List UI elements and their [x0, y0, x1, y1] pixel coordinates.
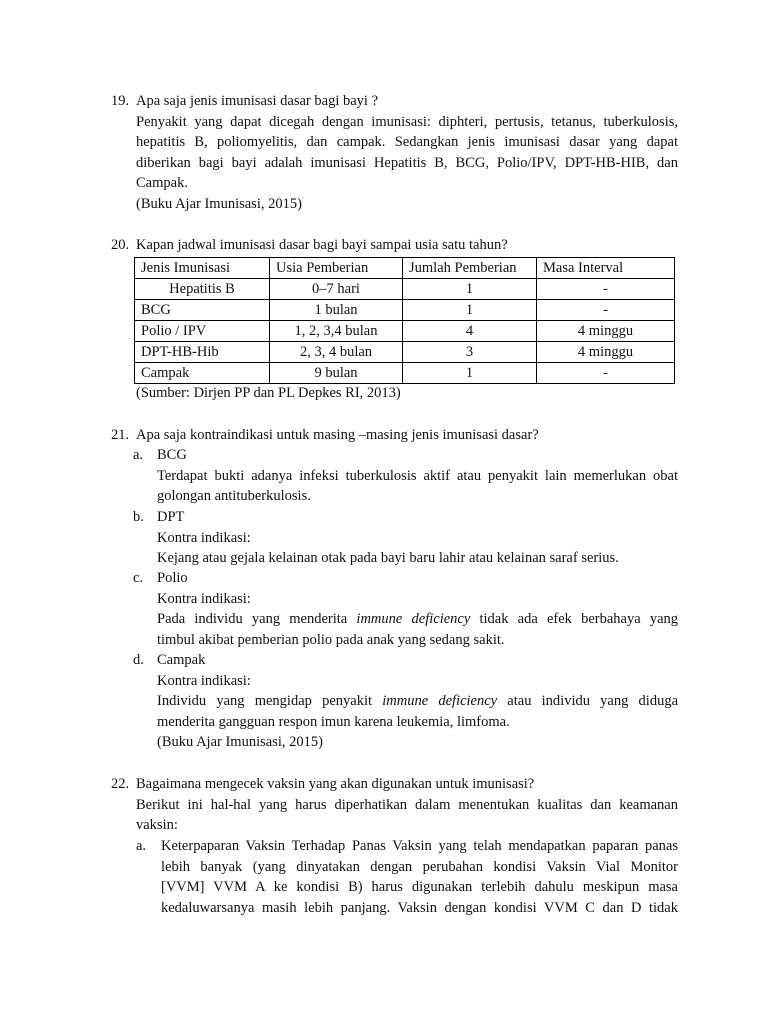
q22-item-line: kedaluwarsanya masih lebih panjang. Vaksin dengan kondisi VVM C dan D tidak [161, 899, 678, 916]
table-cell: Hepatitis B [135, 279, 270, 300]
table-row [135, 279, 675, 300]
q21-emphasis: immune deficiency [356, 611, 471, 627]
table-cell: 1 bulan [270, 300, 403, 321]
table-header: Usia Pemberian [270, 258, 403, 279]
table-cell: 4 minggu [537, 342, 675, 363]
q21-item-line: timbul akibat pemberian polio pada anak yang sedang sakit. [157, 631, 505, 648]
table-header: Masa Interval [537, 258, 675, 279]
q19-block [136, 91, 678, 214]
q21-text: Pada individu yang menderita [157, 611, 348, 627]
q21-item-label: Kontra indikasi: [157, 590, 251, 607]
table-cell: 9 bulan [270, 363, 403, 384]
q21-item-letter: a. [133, 447, 144, 463]
table-cell: BCG [135, 300, 270, 321]
q21-item-bcg [157, 445, 678, 507]
q21-item-line: Terdapat bukti adanya infeksi tuberkulosis aktif atau penyakit lain memerlukan obat [157, 467, 678, 484]
q19-source: (Buku Ajar Imunisasi, 2015) [136, 195, 302, 212]
table-cell: DPT-HB-Hib [135, 342, 270, 363]
table-cell: 4 minggu [537, 321, 675, 342]
q21-item-title: Campak [157, 652, 206, 668]
q21-source: (Buku Ajar Imunisasi, 2015) [157, 734, 323, 750]
q22-number: 22. [111, 776, 130, 792]
q21-item-title: BCG [157, 447, 187, 463]
table-cell: 3 [403, 342, 537, 363]
q21-item-title: Polio [157, 570, 188, 586]
q21-text: atau individu yang diduga [507, 693, 679, 709]
table-cell: 4 [403, 321, 537, 342]
table-row [135, 342, 675, 363]
q22-item-line: lebih banyak (yang dinyatakan dengan perubahan kondisi Vaksin Vial Monitor [161, 858, 678, 875]
q22-item-a [161, 836, 678, 918]
q21-item-line: Kejang atau gejala kelainan otak pada bayi baru lahir atau kelainan saraf serius. [157, 550, 619, 566]
q22-question: Bagaimana mengecek vaksin yang akan digunakan untuk imunisasi? [136, 776, 535, 792]
q19-answer-line: Penyakit yang dapat dicegah dengan imunisasi: diphteri, pertusis, tetanus, tuberkulosis, [136, 113, 678, 130]
table-row [135, 300, 675, 321]
q21-item-line [157, 691, 678, 712]
immunization-schedule-table [134, 257, 675, 384]
q22-item-letter: a. [136, 838, 147, 854]
q21-item-line [157, 609, 678, 630]
table-header-row [135, 258, 675, 279]
q21-item-line: menderita gangguan respon imun karena leukemia, limfoma. [157, 713, 510, 730]
q21-item-polio [157, 568, 678, 650]
table-cell: Polio / IPV [135, 321, 270, 342]
q21-emphasis: immune deficiency [382, 693, 498, 709]
q19-answer-line: diberikan bagi bayi adalah imunisasi Hepatitis B, BCG, Polio/IPV, DPT-HB-HIB, dan [136, 154, 678, 171]
table-header: Jenis Imunisasi [135, 258, 270, 279]
q19-question: Apa saja jenis imunisasi dasar bagi bayi ? [136, 93, 379, 109]
q21-item-label: Kontra indikasi: [157, 672, 251, 689]
table-header: Jumlah Pemberian [403, 258, 537, 279]
q21-item-label: Kontra indikasi: [157, 529, 251, 546]
q19-number: 19. [111, 93, 130, 109]
q21-text: tidak ada efek berbahaya yang [479, 611, 679, 627]
q21-text: Individu yang mengidap penyakit [157, 693, 373, 709]
table-row [135, 363, 675, 384]
q20-source: (Sumber: Dirjen PP dan PL Depkes RI, 2013) [136, 385, 401, 401]
table-cell: 2, 3, 4 bulan [270, 342, 403, 363]
table-cell: 1, 2, 3,4 bulan [270, 321, 403, 342]
q21-item-letter: d. [133, 652, 144, 668]
q21-question: Apa saja kontraindikasi untuk masing –masing jenis imunisasi dasar? [136, 427, 539, 443]
q21-item-dpt [157, 507, 678, 569]
q21-item-letter: b. [133, 509, 144, 525]
table-cell: Campak [135, 363, 270, 384]
q21-item-title: DPT [157, 509, 185, 525]
table-cell: 1 [403, 279, 537, 300]
q21-number: 21. [111, 427, 130, 443]
q21-item-campak [157, 650, 678, 753]
table-cell: 0–7 hari [270, 279, 403, 300]
q20-question: Kapan jadwal imunisasi dasar bagi bayi sampai usia satu tahun? [136, 237, 508, 253]
table-cell: 1 [403, 363, 537, 384]
q22-block [136, 774, 678, 836]
q19-answer-line: hepatitis B, poliomyelitis, dan campak. Sedangkan jenis imunisasi dasar yang dapat [136, 134, 678, 150]
q19-answer-line: Campak. [136, 175, 188, 191]
table-row [135, 321, 675, 342]
q20-number: 20. [111, 237, 130, 253]
q22-item-line: [VVM] VVM A ke kondisi B) harus digunakan terlebih dahulu meskipun masa [161, 879, 678, 895]
q22-item-line: Keterpaparan Vaksin Terhadap Panas Vaksin yang telah mendapatkan paparan panas [161, 838, 678, 854]
q21-item-line: golongan antituberkulosis. [157, 488, 311, 504]
table-cell: 1 [403, 300, 537, 321]
table-cell: - [537, 279, 675, 300]
q21-item-letter: c. [133, 570, 144, 586]
q22-intro-line: vaksin: [136, 817, 178, 833]
table-cell: - [537, 300, 675, 321]
table-cell: - [537, 363, 675, 384]
q22-intro-line: Berikut ini hal-hal yang harus diperhatikan dalam menentukan kualitas dan keamanan [136, 796, 678, 813]
